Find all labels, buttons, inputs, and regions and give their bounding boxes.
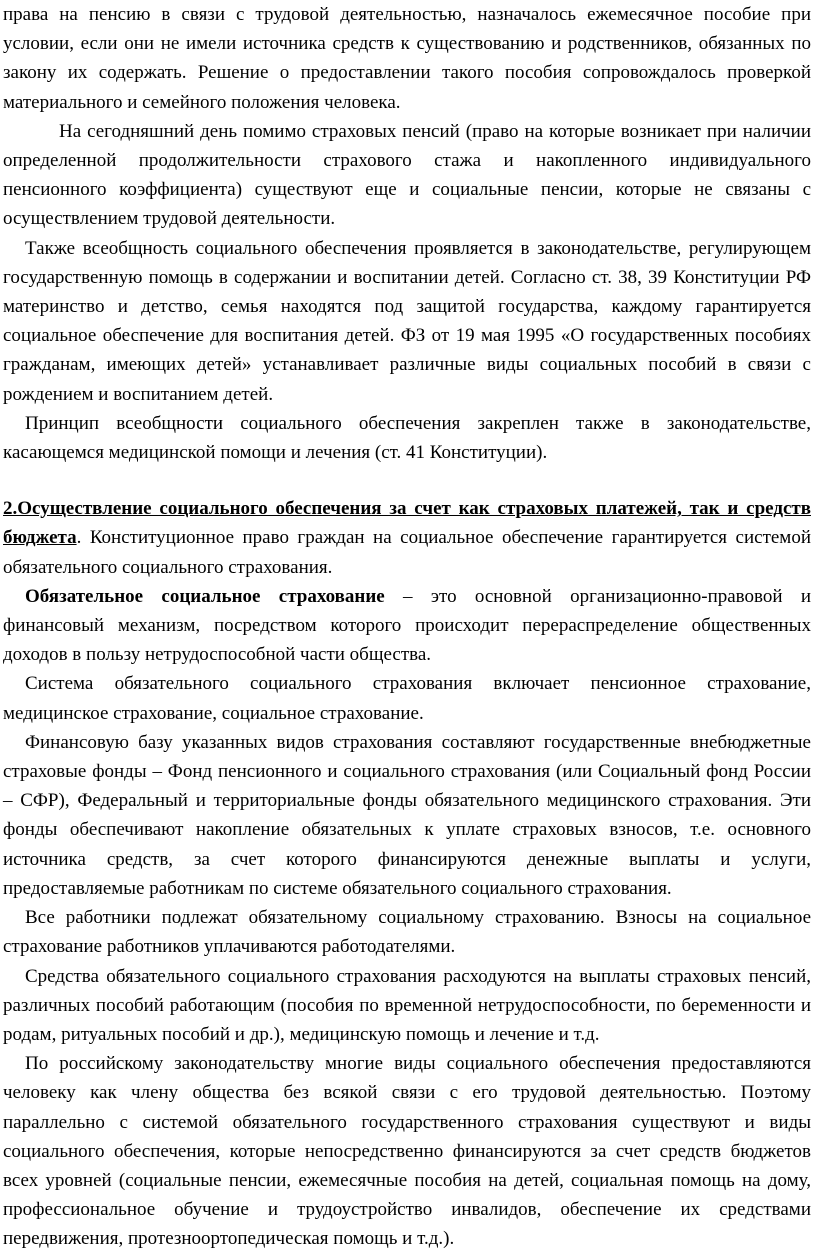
section-2-heading: 2.Осуществление социального обеспечения за счет как страховых платежей, так и средств бюджета	[3, 498, 811, 549]
paragraph-insurance-system: Система обязательного социального страхования включает пенсионное страхование, медицинское страхование, социальное страхование.	[3, 673, 811, 724]
paragraph-spending: Средства обязательного социального страхования расходуются на выплаты страховых пенсий, различных пособий работающим (пособия по временной нетрудоспособности, по беременности и родам, ритуальных пособий и др.), медицинскую помощь и лечение и т.д.	[3, 965, 811, 1045]
paragraph-medical-care: Принцип всеобщности социального обеспечения закреплен также в законодательстве, касающемся медицинской помощи и лечения (ст. 41 Конституции).	[3, 412, 811, 464]
section-2-paragraph	[3, 494, 811, 582]
paragraph-child-support: Также всеобщность социального обеспечения проявляется в законодательстве, регулирующем государственную помощь в содержании и воспитании детей. Согласно ст. 38, 39 Конституции РФ материнство и детство, семья находятся под защитой государства, каждому гарантируется социальное обеспечение для воспитания детей. ФЗ от 19 мая 1995 «О государственных пособиях гражданам, имеющих детей» устанавливает различные виды социальных пособий в связи с рождением и воспитанием детей.	[3, 237, 811, 405]
paragraph-budget-financing: По российскому законодательству многие виды социального обеспечения предоставляются человеку как члену общества без всякой связи с его трудовой деятельностью. Поэтому параллельно с системой обязательного государственного страхования существуют и виды социального обеспечения, которые непосредственно финансируются за счет средств бюджетов всех уровней (социальные пенсии, ежемесячные пособия на детей, социальная помощь на дому, профессиональное обучение и трудоустройство инвалидов, обеспечение их средствами передвижения, протезноортопедическая помощь и т.д.).	[3, 1053, 811, 1250]
paragraph-pension-allowance: права на пенсию в связи с трудовой деятельностью, назначалось ежемесячное пособие при условии, если они не имели источника средств к существованию и родственников, обязанных по закону их содержать. Решение о предоставлении такого пособия сопровождалось проверкой материального и семейного положения человека.	[3, 4, 811, 113]
paragraph-funds: Финансовую базу указанных видов страхования составляют государственные внебюджетные страховые фонды – Фонд пенсионного и социального страхования (или Социальный фонд России – СФР), Федеральный и территориальные фонды обязательного медицинского страхования. Эти фонды обеспечивают накопление обязательных к уплате страховых взносов, т.е. основного источника средств, за счет которого финансируются денежные выплаты и услуги, предоставляемые работникам по системе обязательного социального страхования.	[3, 731, 811, 899]
document-page	[3, 0, 811, 1254]
paragraph-gap	[3, 467, 811, 494]
paragraph-mandatory-insurance	[3, 582, 811, 670]
term-mandatory-insurance: Обязательное социальное страхование	[25, 585, 385, 607]
paragraph-employees: Все работники подлежат обязательному социальному страхованию. Взносы на социальное страхование работников уплачиваются работодателями.	[3, 907, 811, 958]
paragraph-social-pensions: На сегодняшний день помимо страховых пенсий (право на которые возникает при наличии определенной продолжительности страхового стажа и накопленного индивидуального пенсионного коэффициента) существуют еще и социальные пенсии, которые не связаны с осуществлением трудовой деятельности.	[3, 120, 811, 230]
definition-mandatory-insurance: – это основной организационно-правовой и финансовый механизм, посредством которого происходит перераспределение общественных доходов в пользу нетрудоспособной части общества.	[3, 585, 811, 666]
section-2-text: . Конституционное право граждан на социальное обеспечение гарантируется системой обязательного социального страхования.	[3, 527, 811, 578]
